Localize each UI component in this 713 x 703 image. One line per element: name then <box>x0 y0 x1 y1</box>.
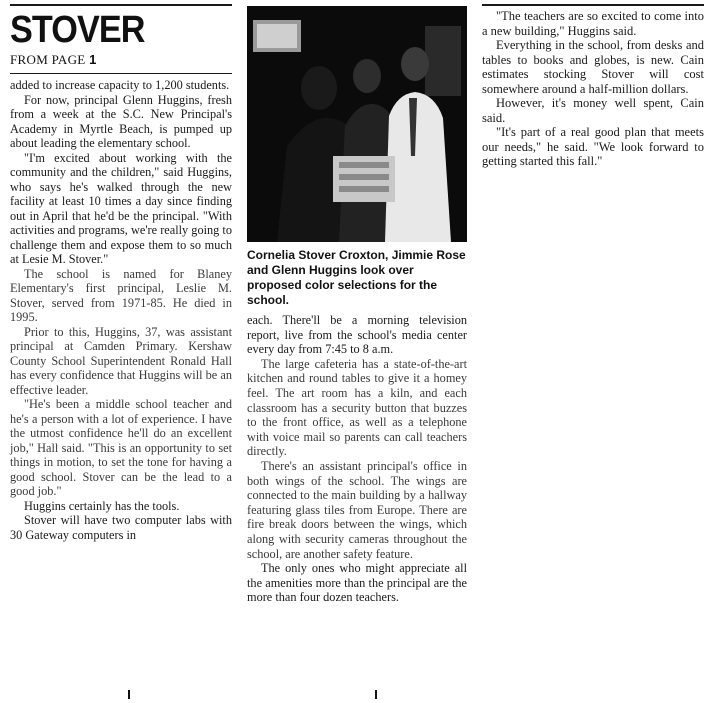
paragraph: "I'm excited about working with the community and the children," said Huggins, who says he's walked through the new facility at least 10 times a day since finding out in April that he'd be the principal. "With activities and programs, we're really going to challenge them and expose them to so much at Lesie M. Stover." <box>10 150 232 266</box>
column-2-body <box>247 313 467 605</box>
top-rule <box>10 4 232 6</box>
paragraph: each. There'll be a morning television report, live from the school's media center every day from 7:45 to 8 a.m. <box>247 313 467 357</box>
article-column-1 <box>10 0 232 703</box>
headline: STOVER <box>10 9 145 51</box>
paragraph: However, it's money well spent, Cain said. <box>482 96 704 125</box>
paragraph: The large cafeteria has a state-of-the-art kitchen and round tables to give it a homey feel. The art room has a kiln, and each classroom has a security button that buzzes to the front office, as well as a telephone with voice mail so parents can call teachers directly. <box>247 356 467 459</box>
top-rule <box>482 4 704 6</box>
paragraph: For now, principal Glenn Huggins, fresh from a week at the S.C. New Principal's Academy in Myrtle Beach, is pumped up about leading the elementary school. <box>10 92 232 150</box>
print-mark <box>375 690 377 699</box>
jump-rule <box>10 73 232 74</box>
paragraph: "It's part of a real good plan that meets our needs," he said. "We look forward to getting started this fall." <box>482 125 704 168</box>
paragraph: "He's been a middle school teacher and he's a person with a lot of experience. I have the utmost confidence he'll do an excellent job," Hall said. "This is an opportunity to set things in motion, to set the tone for having a good school. Stover can be the lead to a good job." <box>10 397 232 498</box>
jump-label: FROM PAGE <box>10 52 90 67</box>
article-column-2 <box>247 0 467 703</box>
paragraph: Everything in the school, from desks and tables to books and globes, is new. Cain estimates stocking Stover will cost somewhere around a half-million dollars. <box>482 38 704 96</box>
jump-line <box>10 52 97 68</box>
paragraph: There's an assistant principal's office in both wings of the school. The wings are connected to the main building by a hallway featuring glass tiles from Europe. There are fire break doors between the wings, which along with security cameras throughout the school, are another safety feature. <box>247 458 467 561</box>
paragraph: Huggins certainly has the tools. <box>24 498 180 513</box>
paragraph: The only ones who might appreciate all the amenities more than the principal are the more than four dozen teachers. <box>247 561 467 605</box>
article-column-3 <box>482 0 704 703</box>
photo-caption: Cornelia Stover Croxton, Jimmie Rose and Glenn Huggins look over proposed color selections for the school. <box>247 248 466 307</box>
paragraph: "The teachers are so excited to come into a new building," Huggins said. <box>482 9 704 38</box>
print-mark <box>128 690 130 699</box>
paragraph: added to increase capacity to 1,200 students. <box>10 78 230 92</box>
column-1-body <box>10 78 232 542</box>
column-3-body <box>482 9 704 169</box>
jump-page-number: 1 <box>89 52 97 67</box>
paragraph: Prior to this, Huggins, 37, was assistant principal at Camden Primary. Kershaw County School Superintendent Ronald Hall has every confidence that Huggins will be an effective leader. <box>10 324 232 397</box>
news-photo <box>247 6 467 242</box>
paragraph: The school is named for Blaney Elementary's first principal, Leslie M. Stover, served from 1971-85. He died in 1995. <box>10 266 232 324</box>
photo-image <box>247 6 467 242</box>
paragraph: Stover will have two computer labs with 30 Gateway computers in <box>10 513 232 542</box>
